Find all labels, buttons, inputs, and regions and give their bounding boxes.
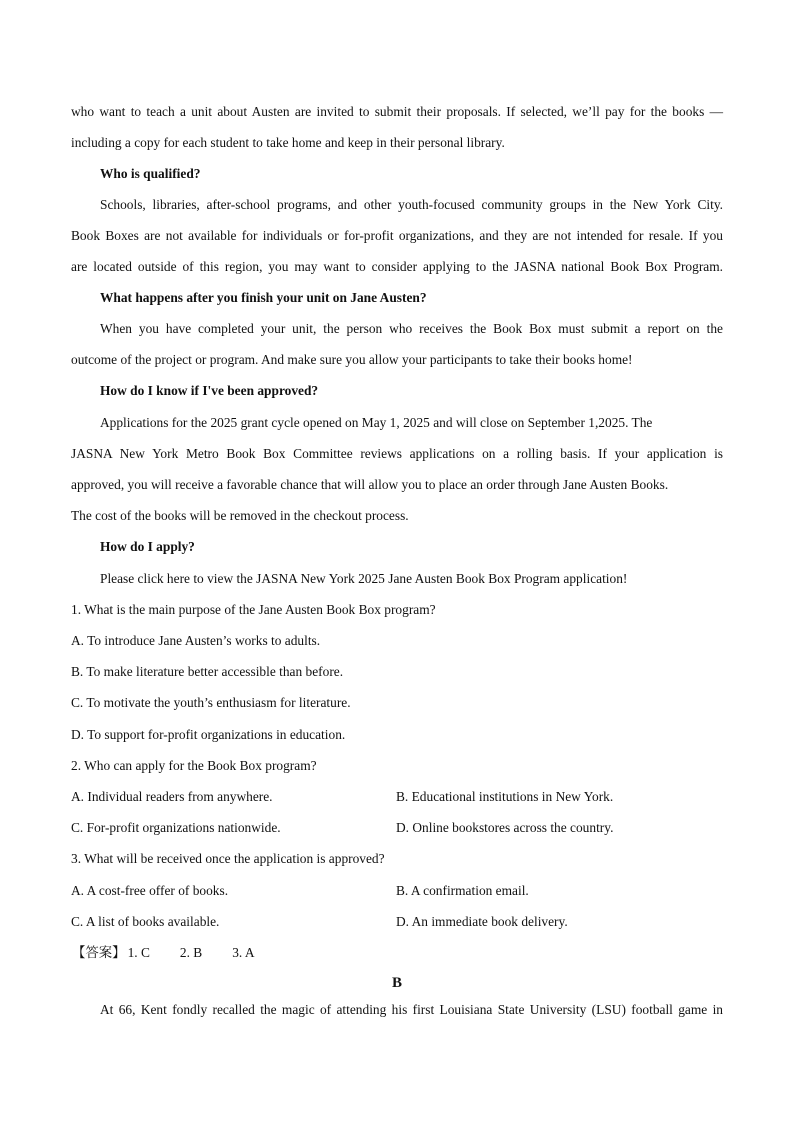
question-2-option-c: C. For-profit organizations nationwide. — [71, 820, 281, 835]
question-3-row-1 — [71, 882, 723, 900]
answer-item: 2. B — [179, 945, 203, 960]
question-3-option-b: B. A confirmation email. — [396, 883, 529, 898]
qualified-line-2: Book Boxes are not available for individuals or for-profit organizations, and they are not intended for resale. If you — [71, 228, 723, 243]
question-2-stem: 2. Who can apply for the Book Box program? — [71, 758, 317, 773]
heading-how-to-apply: How do I apply? — [100, 539, 195, 554]
after-line-2: outcome of the project or program. And make sure you allow your participants to take their books home! — [71, 352, 633, 367]
answer-key — [72, 944, 724, 962]
question-2-row-1 — [71, 788, 723, 806]
passage-a-intro-line-1: who want to teach a unit about Austen are invited to submit their proposals. If selected, we’ll pay for the books — — [71, 104, 723, 119]
question-3-option-a: A. A cost-free offer of books. — [71, 883, 229, 898]
question-1-stem: 1. What is the main purpose of the Jane Austen Book Box program? — [71, 602, 436, 617]
question-2-option-b: B. Educational institutions in New York. — [396, 789, 614, 804]
question-3-option-c: C. A list of books available. — [71, 914, 220, 929]
heading-after-unit: What happens after you finish your unit on Jane Austen? — [100, 290, 427, 305]
question-3-stem: 3. What will be received once the application is approved? — [71, 851, 385, 866]
heading-who-is-qualified: Who is qualified? — [100, 166, 201, 181]
qualified-line-1: Schools, libraries, after-school programs, and other youth-focused community groups in the New York City. — [100, 197, 723, 212]
question-2-row-2 — [71, 819, 723, 837]
apply-line: Please click here to view the JASNA New York 2025 Jane Austen Book Box Program application! — [100, 571, 628, 586]
question-1-option-b: B. To make literature better accessible than before. — [71, 664, 344, 679]
question-1-option-d: D. To support for-profit organizations in education. — [71, 727, 346, 742]
section-b-heading: B — [391, 975, 402, 991]
approved-line-3: approved, you will receive a favorable chance that will allow you to place an order through Jane Austen Books. — [71, 477, 669, 492]
approved-line-4: The cost of the books will be removed in the checkout process. — [71, 508, 409, 523]
question-3-option-d: D. An immediate book delivery. — [396, 914, 568, 929]
answer-label: 【答案】 — [72, 945, 126, 960]
answer-item: 1. C — [127, 945, 150, 960]
heading-approved: How do I know if I've been approved? — [100, 383, 319, 398]
question-2-option-a: A. Individual readers from anywhere. — [71, 789, 273, 804]
answer-item: 3. A — [232, 945, 255, 960]
question-1-option-a: A. To introduce Jane Austen’s works to adults. — [71, 633, 321, 648]
passage-a-intro-line-2: including a copy for each student to take home and keep in their personal library. — [71, 135, 505, 150]
approved-line-2: JASNA New York Metro Book Box Committee reviews applications on a rolling basis. If your application is — [71, 446, 723, 461]
question-3-row-2 — [71, 913, 723, 931]
approved-line-1: Applications for the 2025 grant cycle opened on May 1, 2025 and will close on September 1,2025. The — [100, 415, 653, 430]
qualified-line-3: are located outside of this region, you may want to consider applying to the JASNA national Book Box Program. — [71, 259, 723, 274]
question-2-option-d: D. Online bookstores across the country. — [396, 820, 614, 835]
after-line-1: When you have completed your unit, the person who receives the Book Box must submit a report on the — [100, 321, 723, 336]
passage-b-line-1: At 66, Kent fondly recalled the magic of attending his first Louisiana State University (LSU) football game in — [100, 1002, 723, 1017]
question-1-option-c: C. To motivate the youth’s enthusiasm for literature. — [71, 695, 351, 710]
